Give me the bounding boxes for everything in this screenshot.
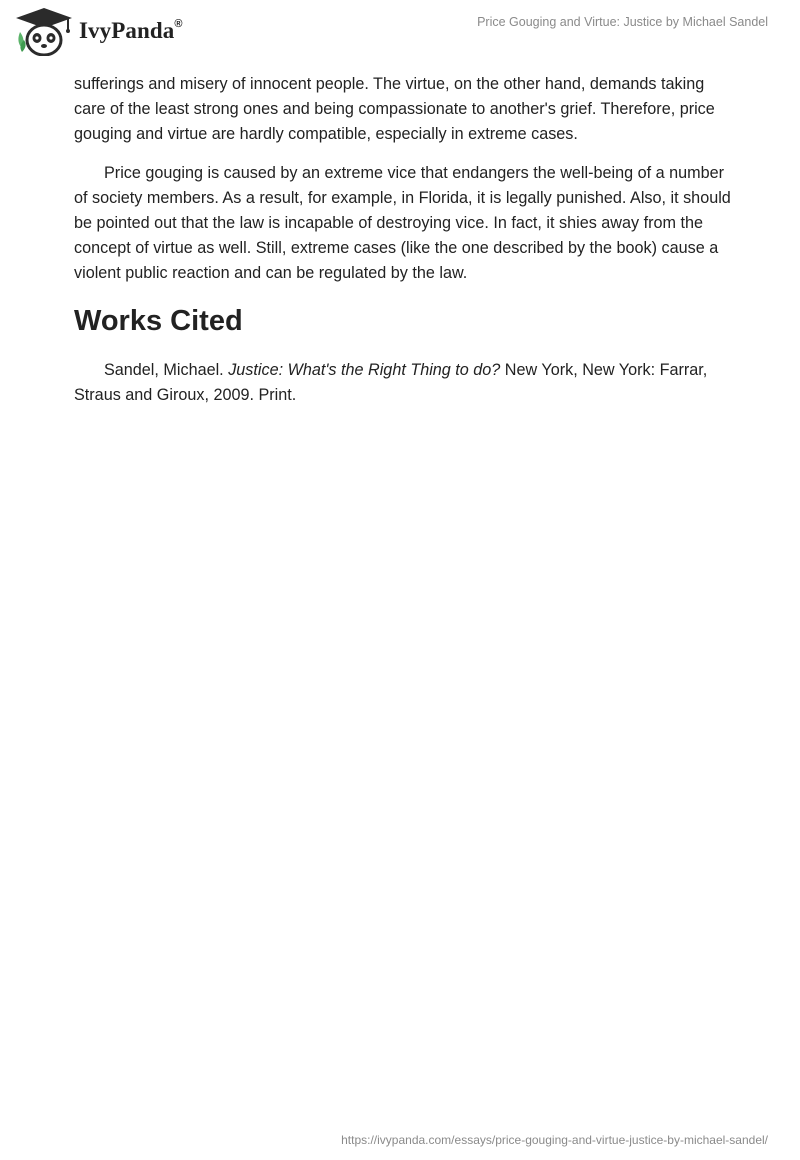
ivypanda-logo[interactable]	[14, 6, 183, 56]
body-paragraph: sufferings and misery of innocent people. The virtue, on the other hand, demands taking care of the least strong ones and being compassionate to another's grief. Therefore, price gouging and virtue are hardly compatible, especially in extreme cases.	[74, 75, 715, 143]
brand-name: IvyPanda®	[79, 18, 183, 43]
panda-graduate-icon	[14, 6, 74, 56]
citation-title: Justice: What's the Right Thing to do?	[228, 361, 501, 379]
source-url[interactable]: https://ivypanda.com/essays/price-gouging-and-virtue-justice-by-michael-sandel/	[341, 1133, 768, 1147]
citation-entry	[74, 358, 734, 408]
citation-author: Sandel, Michael.	[104, 361, 229, 379]
works-cited-heading: Works Cited	[74, 305, 243, 337]
essay-content	[74, 72, 734, 422]
document-title: Price Gouging and Virtue: Justice by Michael Sandel	[477, 15, 768, 29]
body-paragraph: Price gouging is caused by an extreme vice that endangers the well-being of a number of society members. As a result, for example, in Florida, it is legally punished. Also, it should be pointed out that the law is incapable of destroying vice. In fact, it shies away from the concept of virtue as well. Still, extreme cases (like the one described by the book) cause a violent public reaction and can be regulated by the law.	[74, 164, 731, 282]
citation-publisher: New York, New York: Farrar, Straus and Giroux, 2009. Print.	[74, 361, 708, 404]
page-header	[0, 0, 800, 64]
registered-mark: ®	[174, 18, 183, 31]
